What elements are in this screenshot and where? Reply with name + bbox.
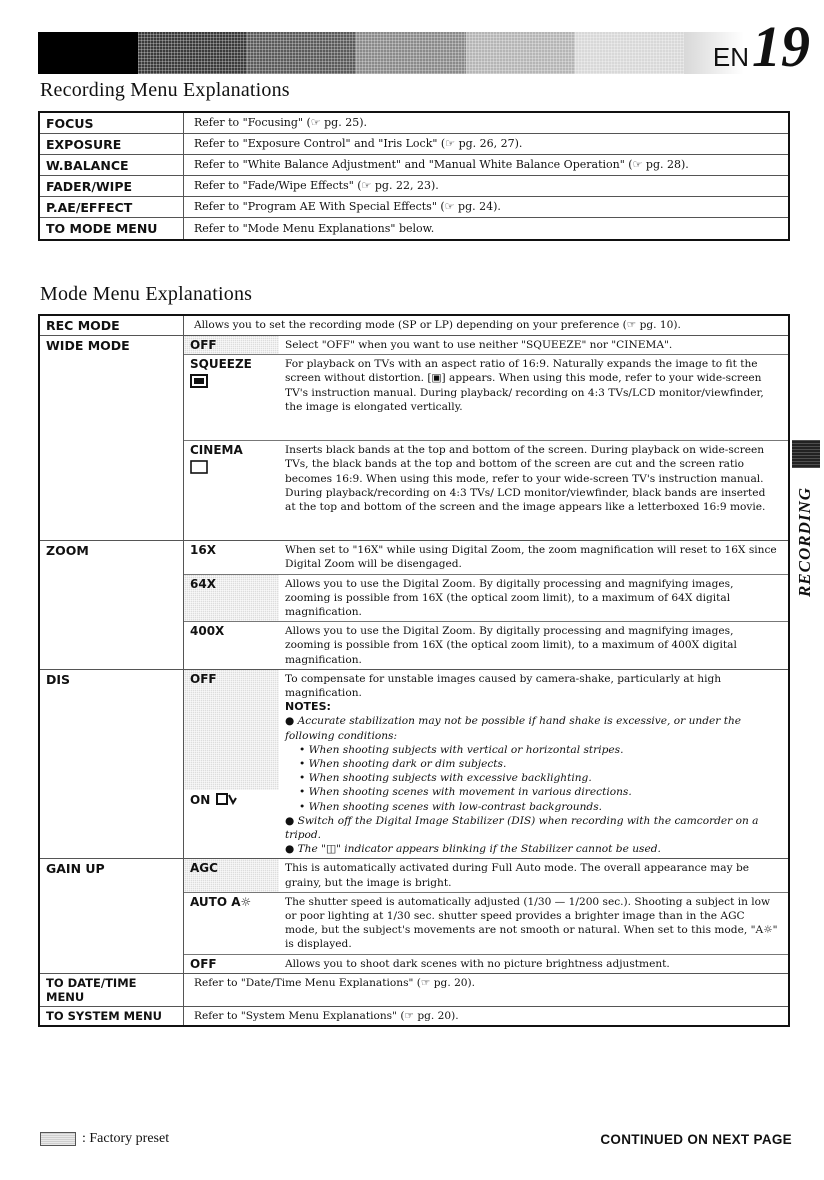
table-row: [40, 670, 788, 860]
option-desc: Inserts black bands at the top and bottom of the screen. During playback on wide-screen TVs, the black bands at the top and bottom of the screen are cut and the screen ratio becomes 16:9. When using this mode, refer to your wide-screen TV's instruction manual. During playback/recording on 4:3 TVs/ LCD monitor/viewfinder, black bands are inserted at the top and bottom of the screen and the image appears like a letterboxed 16:9 movie.: [285, 444, 766, 514]
side-tab-label: RECORDING: [795, 486, 814, 598]
option-label: OFF: [190, 956, 217, 971]
menu-value: Refer to "Mode Menu Explanations" below.: [194, 221, 435, 235]
factory-preset-legend: [40, 1131, 169, 1147]
menu-value: Refer to "System Menu Explanations" (☞ pg. 20).: [194, 1009, 459, 1022]
language-code: EN: [712, 42, 749, 72]
dis-description: [279, 670, 788, 859]
note-item: • When shooting dark or dim subjects.: [299, 758, 507, 771]
section-side-tab: [792, 440, 820, 598]
continued-notice: CONTINUED ON NEXT PAGE: [600, 1131, 792, 1147]
menu-value: Refer to "Focusing" (☞ pg. 25).: [194, 116, 367, 130]
menu-key: TO MODE MENU: [40, 218, 184, 239]
cinema-icon: [190, 460, 273, 474]
option-label: ON: [190, 792, 211, 807]
table-row: [40, 176, 788, 197]
option-desc: The shutter speed is automatically adjusted (1/30 — 1/200 sec.). Shooting a subject in low or poor lighting at 1/30 sec. shutter speed provides a brighter image than in the AGC mode, but the subject's movements are not smooth or natural. When set to this mode, "A☼" is displayed.: [285, 895, 778, 951]
option-label: OFF: [184, 336, 279, 354]
menu-key: FADER/WIPE: [40, 176, 184, 196]
menu-key: TO DATE/TIME MENU: [40, 974, 184, 1006]
option-desc: For playback on TVs with an aspect ratio of 16:9. Naturally expands the image to fit the screen without distortion. [▣] appears. When using this mode, refer to your wide-screen TV's instruction manual. During playback/ recording on 4:3 TVs/LCD monitor/viewfinder, the image is elongated vertically.: [285, 358, 764, 413]
option-squeeze: [184, 355, 279, 440]
recording-menu-title: Recording Menu Explanations: [40, 79, 290, 101]
header-band: [38, 32, 744, 74]
menu-key: FOCUS: [40, 113, 184, 133]
legend-text: : Factory preset: [82, 1131, 170, 1146]
option-label: AUTO A☼: [190, 894, 252, 909]
table-row: [40, 336, 788, 541]
note-item: ● Accurate stabilization may not be possible if hand shake is excessive, or under the following conditions:: [285, 715, 742, 742]
table-row: [40, 218, 788, 239]
option-label: 16X: [190, 543, 216, 558]
note-item: • When shooting scenes with movement in various directions.: [299, 786, 632, 799]
footer: [40, 1131, 792, 1147]
option-desc: Allows you to use the Digital Zoom. By digitally processing and magnifying images, zooming is possible from 16X (the optical zoom limit), to a maximum of 64X digital magnification.: [285, 577, 734, 619]
option-desc: When set to "16X" while using Digital Zoom, the zoom magnification will reset to 16X since Digital Zoom will be disengaged.: [285, 544, 777, 571]
note-item: • When shooting subjects with excessive backlighting.: [299, 772, 592, 785]
option-label: 400X: [190, 624, 225, 639]
mode-menu-title: Mode Menu Explanations: [40, 283, 253, 305]
page-number-value: 19: [752, 14, 810, 79]
table-row: [40, 316, 788, 336]
preset-swatch: [40, 1132, 76, 1146]
table-row: [40, 1007, 788, 1025]
stabilizer-icon: [216, 792, 238, 806]
menu-key: TO SYSTEM MENU: [40, 1007, 184, 1025]
table-row: [40, 974, 788, 1007]
menu-value: Allows you to set the recording mode (SP or LP) depending on your preference (☞ pg. 10).: [194, 319, 681, 331]
recording-menu-table: [38, 111, 790, 241]
menu-key: EXPOSURE: [40, 134, 184, 154]
table-row: [40, 859, 788, 973]
table-row: [40, 113, 788, 134]
table-row: [40, 155, 788, 176]
menu-key: ZOOM: [40, 541, 184, 669]
table-row: [40, 197, 788, 218]
note-item: ● Switch off the Digital Image Stabilizer (DIS) when recording with the camcorder on a tripod.: [285, 814, 759, 842]
dis-desc-text: To compensate for unstable images caused by camera-shake, particularly at high magnification.: [285, 672, 722, 700]
side-tab-marker: [792, 440, 820, 468]
menu-key: DIS: [40, 670, 184, 859]
option-desc: Allows you to shoot dark scenes with no picture brightness adjustment.: [285, 957, 670, 970]
option-label: CINEMA: [190, 443, 243, 458]
menu-key: GAIN UP: [40, 859, 184, 972]
option-label: OFF: [184, 670, 279, 790]
option-desc: This is automatically activated during Full Auto mode. The overall appearance may be grainy, but the image is bright.: [285, 862, 750, 889]
table-row: [40, 134, 788, 155]
option-cinema: [184, 441, 279, 540]
note-item: • When shooting scenes with low-contrast backgrounds.: [299, 800, 603, 813]
menu-value: Refer to "Fade/Wipe Effects" (☞ pg. 22, 23).: [194, 179, 439, 193]
option-on: [184, 790, 279, 859]
option-label: SQUEEZE: [190, 357, 252, 372]
mode-menu-table: [38, 314, 790, 1027]
squeeze-icon: [190, 374, 273, 388]
menu-value: Refer to "Date/Time Menu Explanations" (☞ pg. 20).: [194, 976, 476, 989]
page-number: [712, 14, 810, 79]
menu-value: Refer to "Exposure Control" and "Iris Lock" (☞ pg. 26, 27).: [194, 137, 523, 151]
menu-value: Refer to "Program AE With Special Effects" (☞ pg. 24).: [194, 200, 501, 214]
notes-heading: NOTES:: [285, 700, 331, 714]
menu-value: Refer to "White Balance Adjustment" and "Manual White Balance Operation" (☞ pg. 28).: [194, 158, 689, 172]
menu-key: REC MODE: [40, 316, 184, 335]
menu-key: P.AE/EFFECT: [40, 197, 184, 217]
option-label: 64X: [184, 575, 279, 622]
note-item: ● The "◫" indicator appears blinking if the Stabilizer cannot be used.: [285, 843, 661, 856]
option-desc: Select "OFF" when you want to use neither "SQUEEZE" nor "CINEMA".: [285, 339, 673, 351]
menu-key: W.BALANCE: [40, 155, 184, 175]
note-item: • When shooting subjects with vertical or horizontal stripes.: [299, 743, 624, 756]
menu-key: WIDE MODE: [40, 336, 184, 540]
table-row: [40, 541, 788, 670]
option-label: AGC: [184, 859, 279, 891]
option-desc: Allows you to use the Digital Zoom. By digitally processing and magnifying images, zooming is possible from 16X (the optical zoom limit), to a maximum of 400X digital magnification.: [285, 625, 737, 666]
